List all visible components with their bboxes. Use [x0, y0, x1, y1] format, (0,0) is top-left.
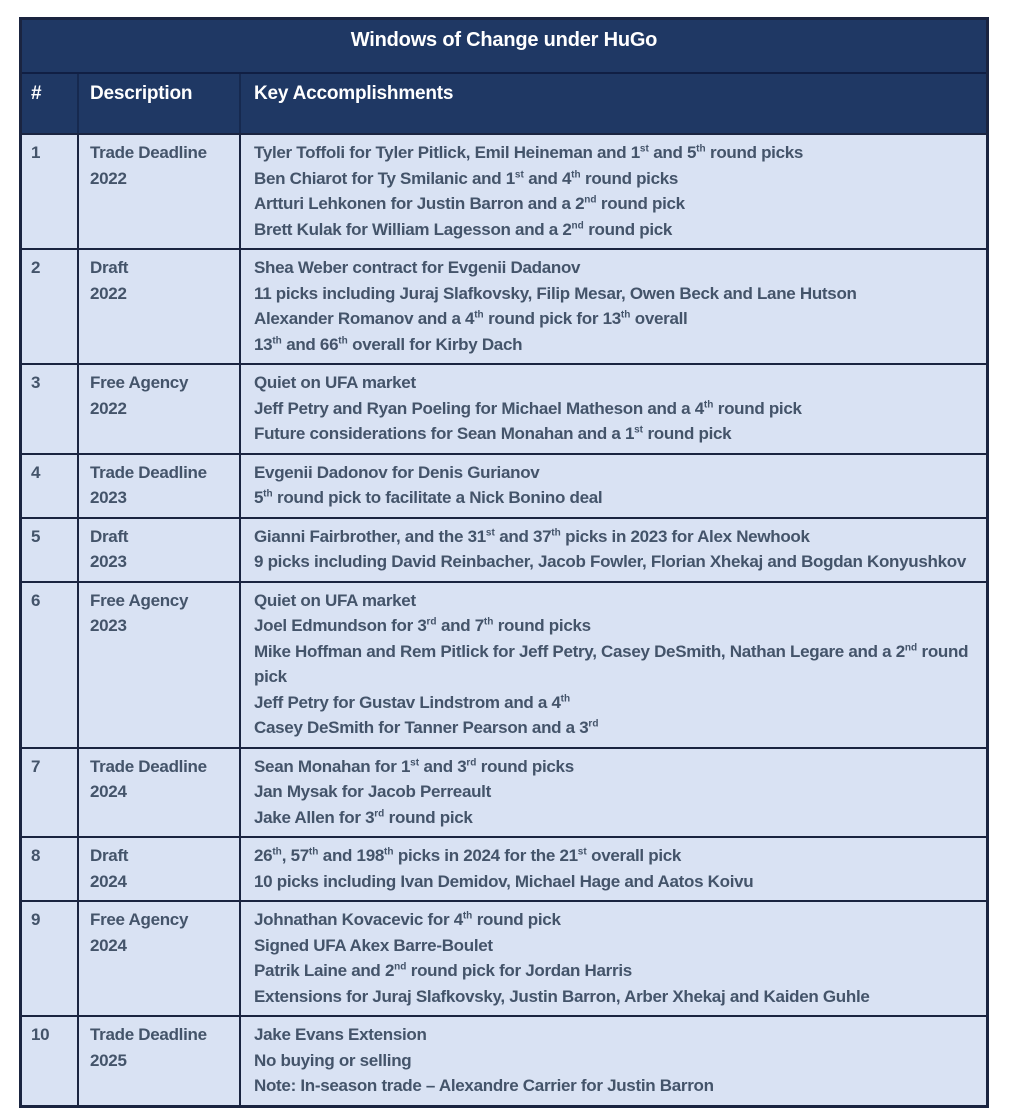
row-description-cell [79, 583, 241, 747]
accomplishment-line: 10 picks including Ivan Demidov, Michael Hage and Aatos Koivu [254, 871, 754, 891]
table-row [22, 1015, 986, 1105]
row-accomplishments-cell [241, 519, 986, 581]
table-header-row [22, 72, 986, 133]
column-header-description: Description [79, 74, 241, 133]
row-number-cell [22, 749, 79, 837]
row-number-cell [22, 583, 79, 747]
accomplishment-line: Johnathan Kovacevic for 4th round pick [254, 910, 561, 929]
row-number: 5 [31, 526, 41, 546]
row-accomplishments-cell [241, 1017, 986, 1105]
accomplishment-line: 13th and 66th overall for Kirby Dach [254, 334, 523, 354]
accomplishment-line: 9 picks including David Reinbacher, Jacob Fowler, Florian Xhekaj and Bogdan Konyushkov [254, 552, 966, 571]
description-line: 2023 [90, 616, 127, 635]
description-line: 2022 [90, 398, 127, 418]
table-row [22, 453, 986, 517]
accomplishment-line: Quiet on UFA market [254, 373, 416, 392]
accomplishment-line: Future considerations for Sean Monahan and a 1st round pick [254, 424, 732, 443]
row-accomplishments-cell [241, 135, 986, 248]
accomplishment-line: Joel Edmundson for 3rd and 7th round picks [254, 616, 591, 635]
row-accomplishments-cell [241, 902, 986, 1015]
row-number-cell [22, 250, 79, 363]
row-description-cell [79, 250, 241, 363]
table-row [22, 133, 986, 248]
row-description-cell [79, 749, 241, 837]
accomplishment-line: Jeff Petry for Gustav Lindstrom and a 4th [254, 692, 571, 712]
description-line: 2025 [90, 1050, 127, 1070]
description-line: 2022 [90, 283, 127, 303]
description-line: 2023 [90, 552, 127, 571]
row-number: 9 [31, 910, 41, 929]
accomplishment-line: 5th round pick to facilitate a Nick Bonino deal [254, 488, 603, 507]
table-row [22, 836, 986, 900]
accomplishment-line: Jake Evans Extension [254, 1025, 427, 1044]
accomplishment-line: Signed UFA Akex Barre-Boulet [254, 935, 493, 955]
accomplishment-line: 26th, 57th and 198th picks in 2024 for the 21st overall pick [254, 846, 682, 865]
accomplishment-line: Tyler Toffoli for Tyler Pitlick, Emil Heineman and 1st and 5th round picks [254, 143, 804, 162]
table-title: Windows of Change under HuGo [22, 20, 986, 72]
description-line: Free Agency [90, 590, 189, 610]
row-number: 8 [31, 846, 41, 865]
row-number: 10 [31, 1025, 50, 1044]
table-row [22, 581, 986, 747]
row-number-cell [22, 365, 79, 453]
row-accomplishments-cell [241, 749, 986, 837]
description-line: 2024 [90, 871, 127, 891]
accomplishment-line: Note: In-season trade – Alexandre Carrier for Justin Barron [254, 1076, 714, 1095]
row-number-cell [22, 519, 79, 581]
table-row [22, 248, 986, 363]
accomplishment-line: Sean Monahan for 1st and 3rd round picks [254, 756, 574, 776]
row-description-cell [79, 902, 241, 1015]
accomplishment-line: Mike Hoffman and Rem Pitlick for Jeff Petry, Casey DeSmith, Nathan Legare and a 2nd round pick [254, 641, 969, 686]
accomplishment-line: Jan Mysak for Jacob Perreault [254, 782, 491, 801]
row-accomplishments-cell [241, 250, 986, 363]
row-accomplishments-cell [241, 455, 986, 517]
accomplishment-line: Quiet on UFA market [254, 590, 416, 610]
accomplishment-line: 11 picks including Juraj Slafkovsky, Filip Mesar, Owen Beck and Lane Hutson [254, 283, 857, 303]
table-body [22, 133, 986, 1105]
row-number-cell [22, 838, 79, 900]
row-accomplishments-cell [241, 838, 986, 900]
table-row [22, 747, 986, 837]
accomplishment-line: Patrik Laine and 2nd round pick for Jordan Harris [254, 961, 632, 980]
description-line: 2022 [90, 168, 127, 188]
accomplishment-line: Artturi Lehkonen for Justin Barron and a 2nd round pick [254, 194, 685, 213]
row-number-cell [22, 135, 79, 248]
accomplishment-line: Brett Kulak for William Lagesson and a 2nd round pick [254, 219, 673, 239]
column-header-key-accomplishments: Key Accomplishments [254, 83, 454, 104]
row-description-cell [79, 365, 241, 453]
accomplishment-line: Gianni Fairbrother, and the 31st and 37th picks in 2023 for Alex Newhook [254, 526, 810, 546]
accomplishment-line: Ben Chiarot for Ty Smilanic and 1st and 4th round picks [254, 168, 679, 188]
row-number: 4 [31, 462, 41, 482]
description-line: Draft [90, 846, 129, 865]
row-description-cell [79, 519, 241, 581]
description-line: Free Agency [90, 910, 189, 929]
row-number: 3 [31, 373, 41, 392]
column-header-number: # [22, 74, 79, 133]
description-line: Draft [90, 526, 129, 546]
row-number: 1 [31, 143, 41, 162]
row-number: 2 [31, 258, 41, 277]
accomplishment-line: Alexander Romanov and a 4th round pick for 13th overall [254, 309, 688, 328]
row-description-cell [79, 838, 241, 900]
table-row [22, 517, 986, 581]
accomplishment-line: Casey DeSmith for Tanner Pearson and a 3rd [254, 718, 599, 737]
row-accomplishments-cell [241, 583, 986, 747]
accomplishment-line: Jake Allen for 3rd round pick [254, 807, 473, 827]
accomplishment-line: No buying or selling [254, 1050, 412, 1070]
description-line: 2023 [90, 488, 127, 507]
table-row [22, 900, 986, 1015]
row-number-cell [22, 1017, 79, 1105]
description-line: Free Agency [90, 373, 189, 392]
row-number: 6 [31, 590, 41, 610]
row-description-cell [79, 1017, 241, 1105]
description-line: Trade Deadline [90, 143, 207, 162]
description-line: Trade Deadline [90, 756, 207, 776]
description-line: Trade Deadline [90, 462, 207, 482]
row-description-cell [79, 455, 241, 517]
row-number: 7 [31, 756, 41, 776]
accomplishment-line: Jeff Petry and Ryan Poeling for Michael Matheson and a 4th round pick [254, 398, 802, 418]
description-line: 2024 [90, 782, 127, 801]
accomplishment-line: Shea Weber contract for Evgenii Dadanov [254, 258, 581, 277]
accomplishment-line: Extensions for Juraj Slafkovsky, Justin Barron, Arber Xhekaj and Kaiden Guhle [254, 986, 870, 1006]
description-line: Trade Deadline [90, 1025, 207, 1044]
row-description-cell [79, 135, 241, 248]
windows-of-change-table [19, 17, 989, 1108]
description-line: Draft [90, 258, 129, 277]
accomplishment-line: Evgenii Dadonov for Denis Gurianov [254, 462, 540, 482]
description-line: 2024 [90, 935, 127, 955]
row-number-cell [22, 455, 79, 517]
row-number-cell [22, 902, 79, 1015]
table-row [22, 363, 986, 453]
row-accomplishments-cell [241, 365, 986, 453]
